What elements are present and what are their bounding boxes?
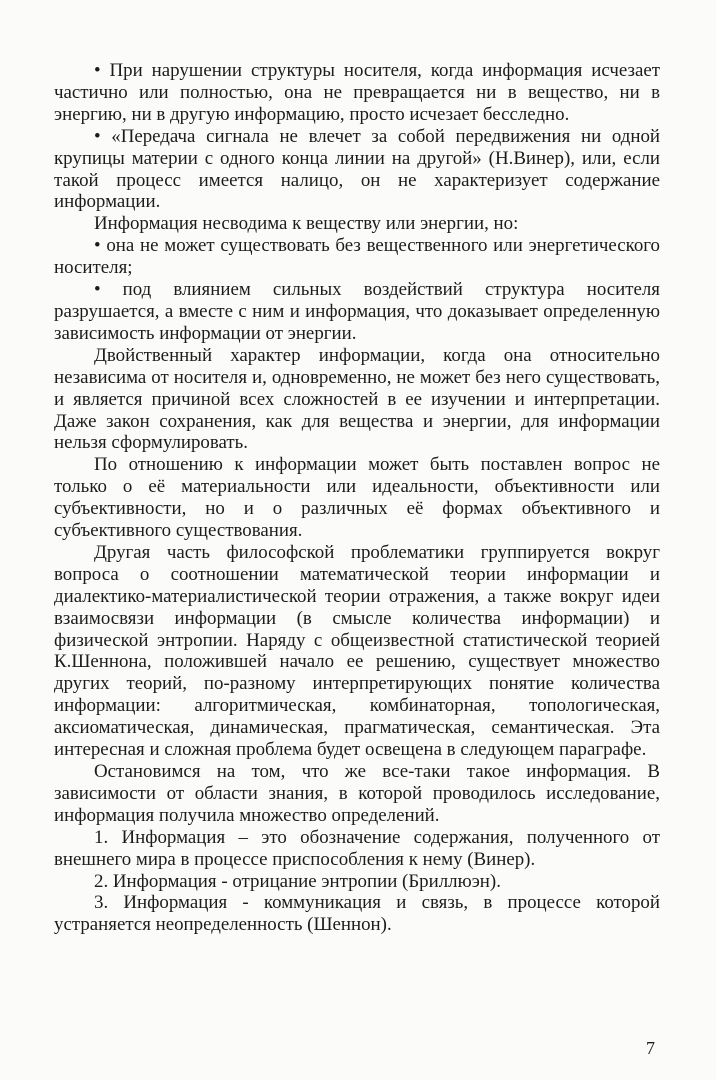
paragraph-bullet-wiener-quote: • «Передача сигнала не влечет за собой передвижения ни одной крупицы материи с одного конца линии на другой» (Н.Винер), или, если такой процесс имеется налицо, он не характеризует содержание информации. (54, 125, 660, 213)
paragraph-bullet-disappears: • При нарушении структуры носителя, когда информация исчезает частично или полностью, она не превращается ни в вещество, ни в энергию, ни в другую информацию, просто исчезает бесследно. (54, 60, 660, 125)
definition-item-3: 3. Информация - коммуникация и связь, в процессе которой устраняется неопределенность (Шеннон). (54, 892, 660, 936)
body-text (54, 60, 660, 936)
paragraph-definitions-intro: Остановимся на том, что же все-таки такое информация. В зависимости от области знания, в которой проводилось исследование, информация получила множество определений. (54, 761, 660, 826)
page-number: 7 (646, 1038, 655, 1058)
paragraph-bullet-influence: • под влиянием сильных воздействий структура носителя разрушается, а вместе с ним и информация, что доказывает определенную зависимость информации от энергии. (54, 279, 660, 344)
paragraph-philosophy: Другая часть философской проблематики группируется вокруг вопроса о соотношении математической теории информации и диалектико-материалистической теории отражения, а также вокруг идеи взаимосвязи информации (в смысле количества информации) и физической энтропии. Наряду с общеизвестной статистической теорией К.Шеннона, положившей начало ее решению, существует множество других теорий, по-разному интерпретирующих понятие количества информации: алгоритмическая, комбинаторная, топологическая, аксиоматическая, динамическая, прагматическая, семантическая. Эта интересная и сложная проблема будет освещена в следующем параграфе. (54, 541, 660, 761)
paragraph-materiality: По отношению к информации может быть поставлен вопрос не только о её материальности или идеальности, объективности или субъективности, но и о различных её формах объективного и субъективного существования. (54, 454, 660, 542)
paragraph-bullet-carrier: • она не может существовать без вещественного или энергетического носителя; (54, 235, 660, 279)
paragraph-dual-nature: Двойственный характер информации, когда она относительно независима от носителя и, одновременно, не может без него существовать, и является причиной всех сложностей в ее изучении и интерпретации. Даже закон сохранения, как для вещества и энергии, для информации нельзя сформулировать. (54, 344, 660, 454)
definition-item-2: 2. Информация - отрицание энтропии (Бриллюэн). (94, 870, 501, 892)
definition-item-1: 1. Информация – это обозначение содержания, полученного от внешнего мира в процессе приспособления к нему (Винер). (54, 826, 660, 870)
paragraph-irreducible: Информация несводима к веществу или энергии, но: (94, 213, 519, 235)
